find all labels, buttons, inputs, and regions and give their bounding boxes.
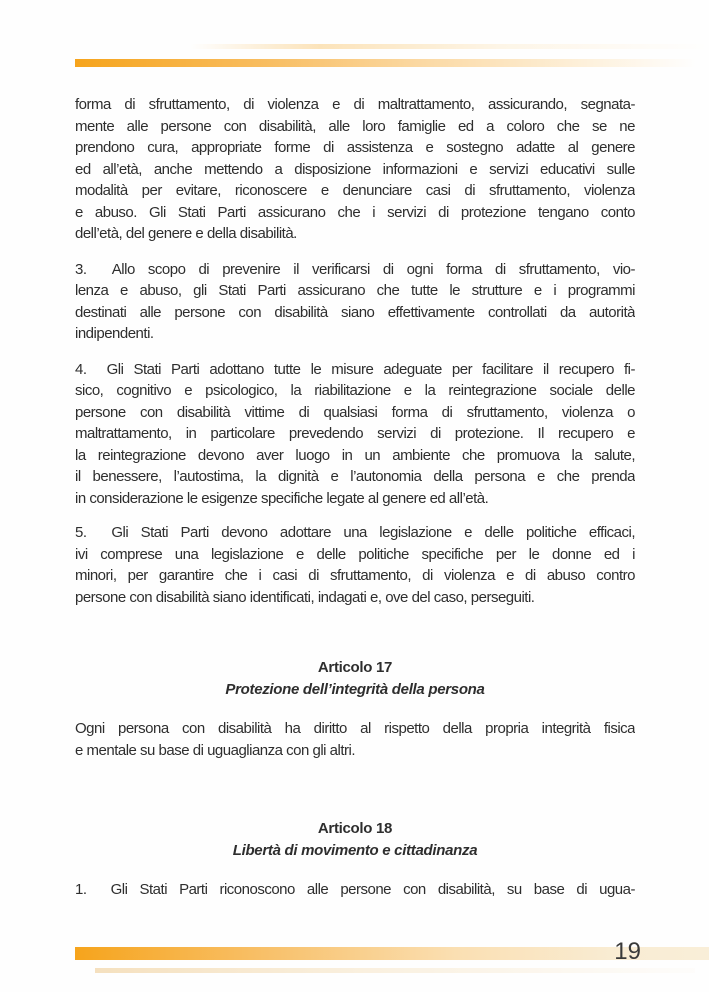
text-line: 5. Gli Stati Parti devono adottare una legislazione e delle politiche efficaci, <box>75 524 635 541</box>
paragraph <box>75 522 635 608</box>
text-line: persone con disabilità siano identificati, indagati e, ove del caso, perseguiti. <box>75 588 535 606</box>
text-line: 3. Allo scopo di prevenire il verificarsi di ogni forma di sfruttamento, vio- <box>75 260 635 278</box>
text-line: persone con disabilità vittime di qualsiasi forma di sfruttamento, violenza o <box>75 403 635 421</box>
paragraph <box>75 259 635 345</box>
text-line: Ogni persona con disabilità ha diritto al rispetto della propria integrità fisica <box>75 720 635 737</box>
text-line: modalità per evitare, riconoscere e denunciare casi di sfruttamento, violenza <box>75 182 635 199</box>
text-line: 4. Gli Stati Parti adottano tutte le misure adeguate per facilitare il recupero fi- <box>75 360 635 378</box>
text-column <box>75 94 635 901</box>
text-line: minori, per garantire che i casi di sfruttamento, di violenza e di abuso contro <box>75 567 635 584</box>
text-line: ed all’età, anche mettendo a disposizione informazioni e servizi educativi sulle <box>75 160 635 178</box>
text-line: lenza e abuso, gli Stati Parti assicurano che tutte le strutture e i programmi <box>75 282 635 299</box>
article-heading <box>75 818 635 861</box>
article-heading <box>75 657 635 700</box>
text-line: sico, cognitivo e psicologico, la riabilitazione e la reintegrazione sociale delle <box>75 382 635 399</box>
article-subtitle: Protezione dell’integrità della persona <box>225 680 485 698</box>
text-line: il benessere, l’autostima, la dignità e l’autonomia della persona e che prenda <box>75 468 635 485</box>
paragraph <box>75 879 635 901</box>
top-accent-bar-shadow <box>190 44 709 49</box>
text-line: mente alle persone con disabilità, alle loro famiglie ed a coloro che se ne <box>75 117 635 135</box>
text-line: la reintegrazione devono aver luogo in un ambiente che promuova la salute, <box>75 446 635 464</box>
top-accent-bar <box>75 59 709 67</box>
article-title: Articolo 18 <box>317 820 393 837</box>
text-line: ivi comprese una legislazione e delle politiche specifiche per le donne ed i <box>75 545 635 563</box>
text-line: destinati alle persone con disabilità siano effettivamente controllati da autorità <box>75 303 635 321</box>
text-line: in considerazione le esigenze specifiche legate al genere ed all’età. <box>75 489 489 507</box>
bottom-accent-bar-shadow <box>95 968 695 973</box>
text-line: prendono cura, appropriate forme di assistenza e sostegno adatte al genere <box>75 139 635 156</box>
text-line: e abuso. Gli Stati Parti assicurano che i servizi di protezione tengano conto <box>75 203 635 221</box>
text-line: dell’età, del genere e della disabilità. <box>75 225 297 242</box>
article-subtitle: Libertà di movimento e cittadinanza <box>232 841 478 859</box>
paragraph <box>75 359 635 510</box>
text-line: e mentale su base di uguaglianza con gli altri. <box>75 741 356 759</box>
paragraph <box>75 94 635 245</box>
text-line: 1. Gli Stati Parti riconoscono alle persone con disabilità, su base di ugua- <box>75 881 635 898</box>
text-line: maltrattamento, in particolare prevedendo servizi di protezione. Il recupero e <box>75 425 635 442</box>
text-line: indipendenti. <box>75 325 154 342</box>
paragraph <box>75 718 635 761</box>
article-title: Articolo 17 <box>317 659 393 676</box>
page-number: 19 <box>614 938 641 965</box>
text-line: forma di sfruttamento, di violenza e di maltrattamento, assicurando, segnata- <box>75 96 635 113</box>
